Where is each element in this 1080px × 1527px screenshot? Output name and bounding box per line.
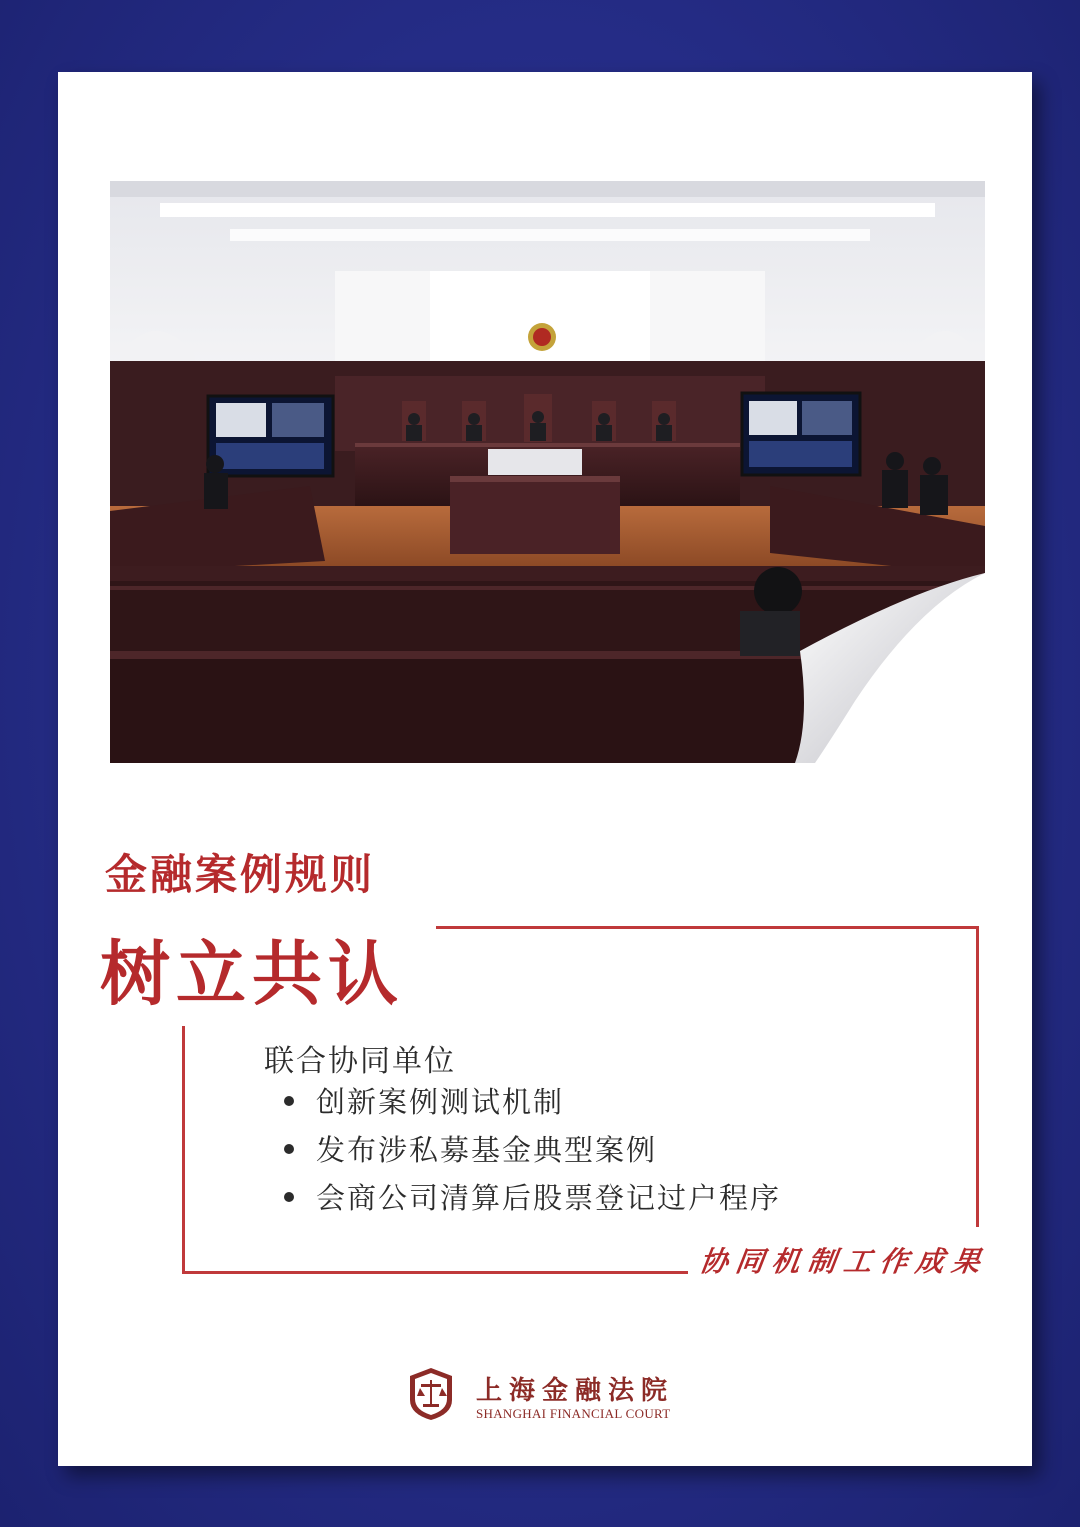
frame-top-line [436, 926, 979, 929]
courtroom-photo [110, 181, 985, 763]
bullet-icon [284, 1192, 294, 1202]
title-line-1: 金融案例规则 [105, 850, 376, 899]
bullet-icon [284, 1144, 294, 1154]
list-item [284, 1126, 781, 1174]
frame-bottom-line [182, 1271, 688, 1274]
court-name-en: SHANGHAI FINANCIAL COURT [476, 1406, 671, 1421]
list-item-text: 会商公司清算后股票登记过户程序 [316, 1181, 782, 1215]
tagline: 协同机制工作成果 [697, 1245, 991, 1278]
bullet-icon [284, 1096, 294, 1106]
list-item-text: 发布涉私募基金典型案例 [316, 1133, 658, 1167]
title-line-2: 树立共认 [100, 933, 404, 1015]
list-item [284, 1174, 781, 1222]
result-list [284, 1078, 781, 1222]
section-heading: 联合协同单位 [264, 1044, 456, 1079]
frame-right-line [976, 926, 979, 1227]
frame-left-line [182, 1026, 185, 1274]
list-item-text: 创新案例测试机制 [316, 1085, 565, 1119]
list-item [284, 1078, 781, 1126]
court-logo-icon [406, 1366, 456, 1422]
court-name-cn: 上海金融法院 [476, 1376, 675, 1406]
